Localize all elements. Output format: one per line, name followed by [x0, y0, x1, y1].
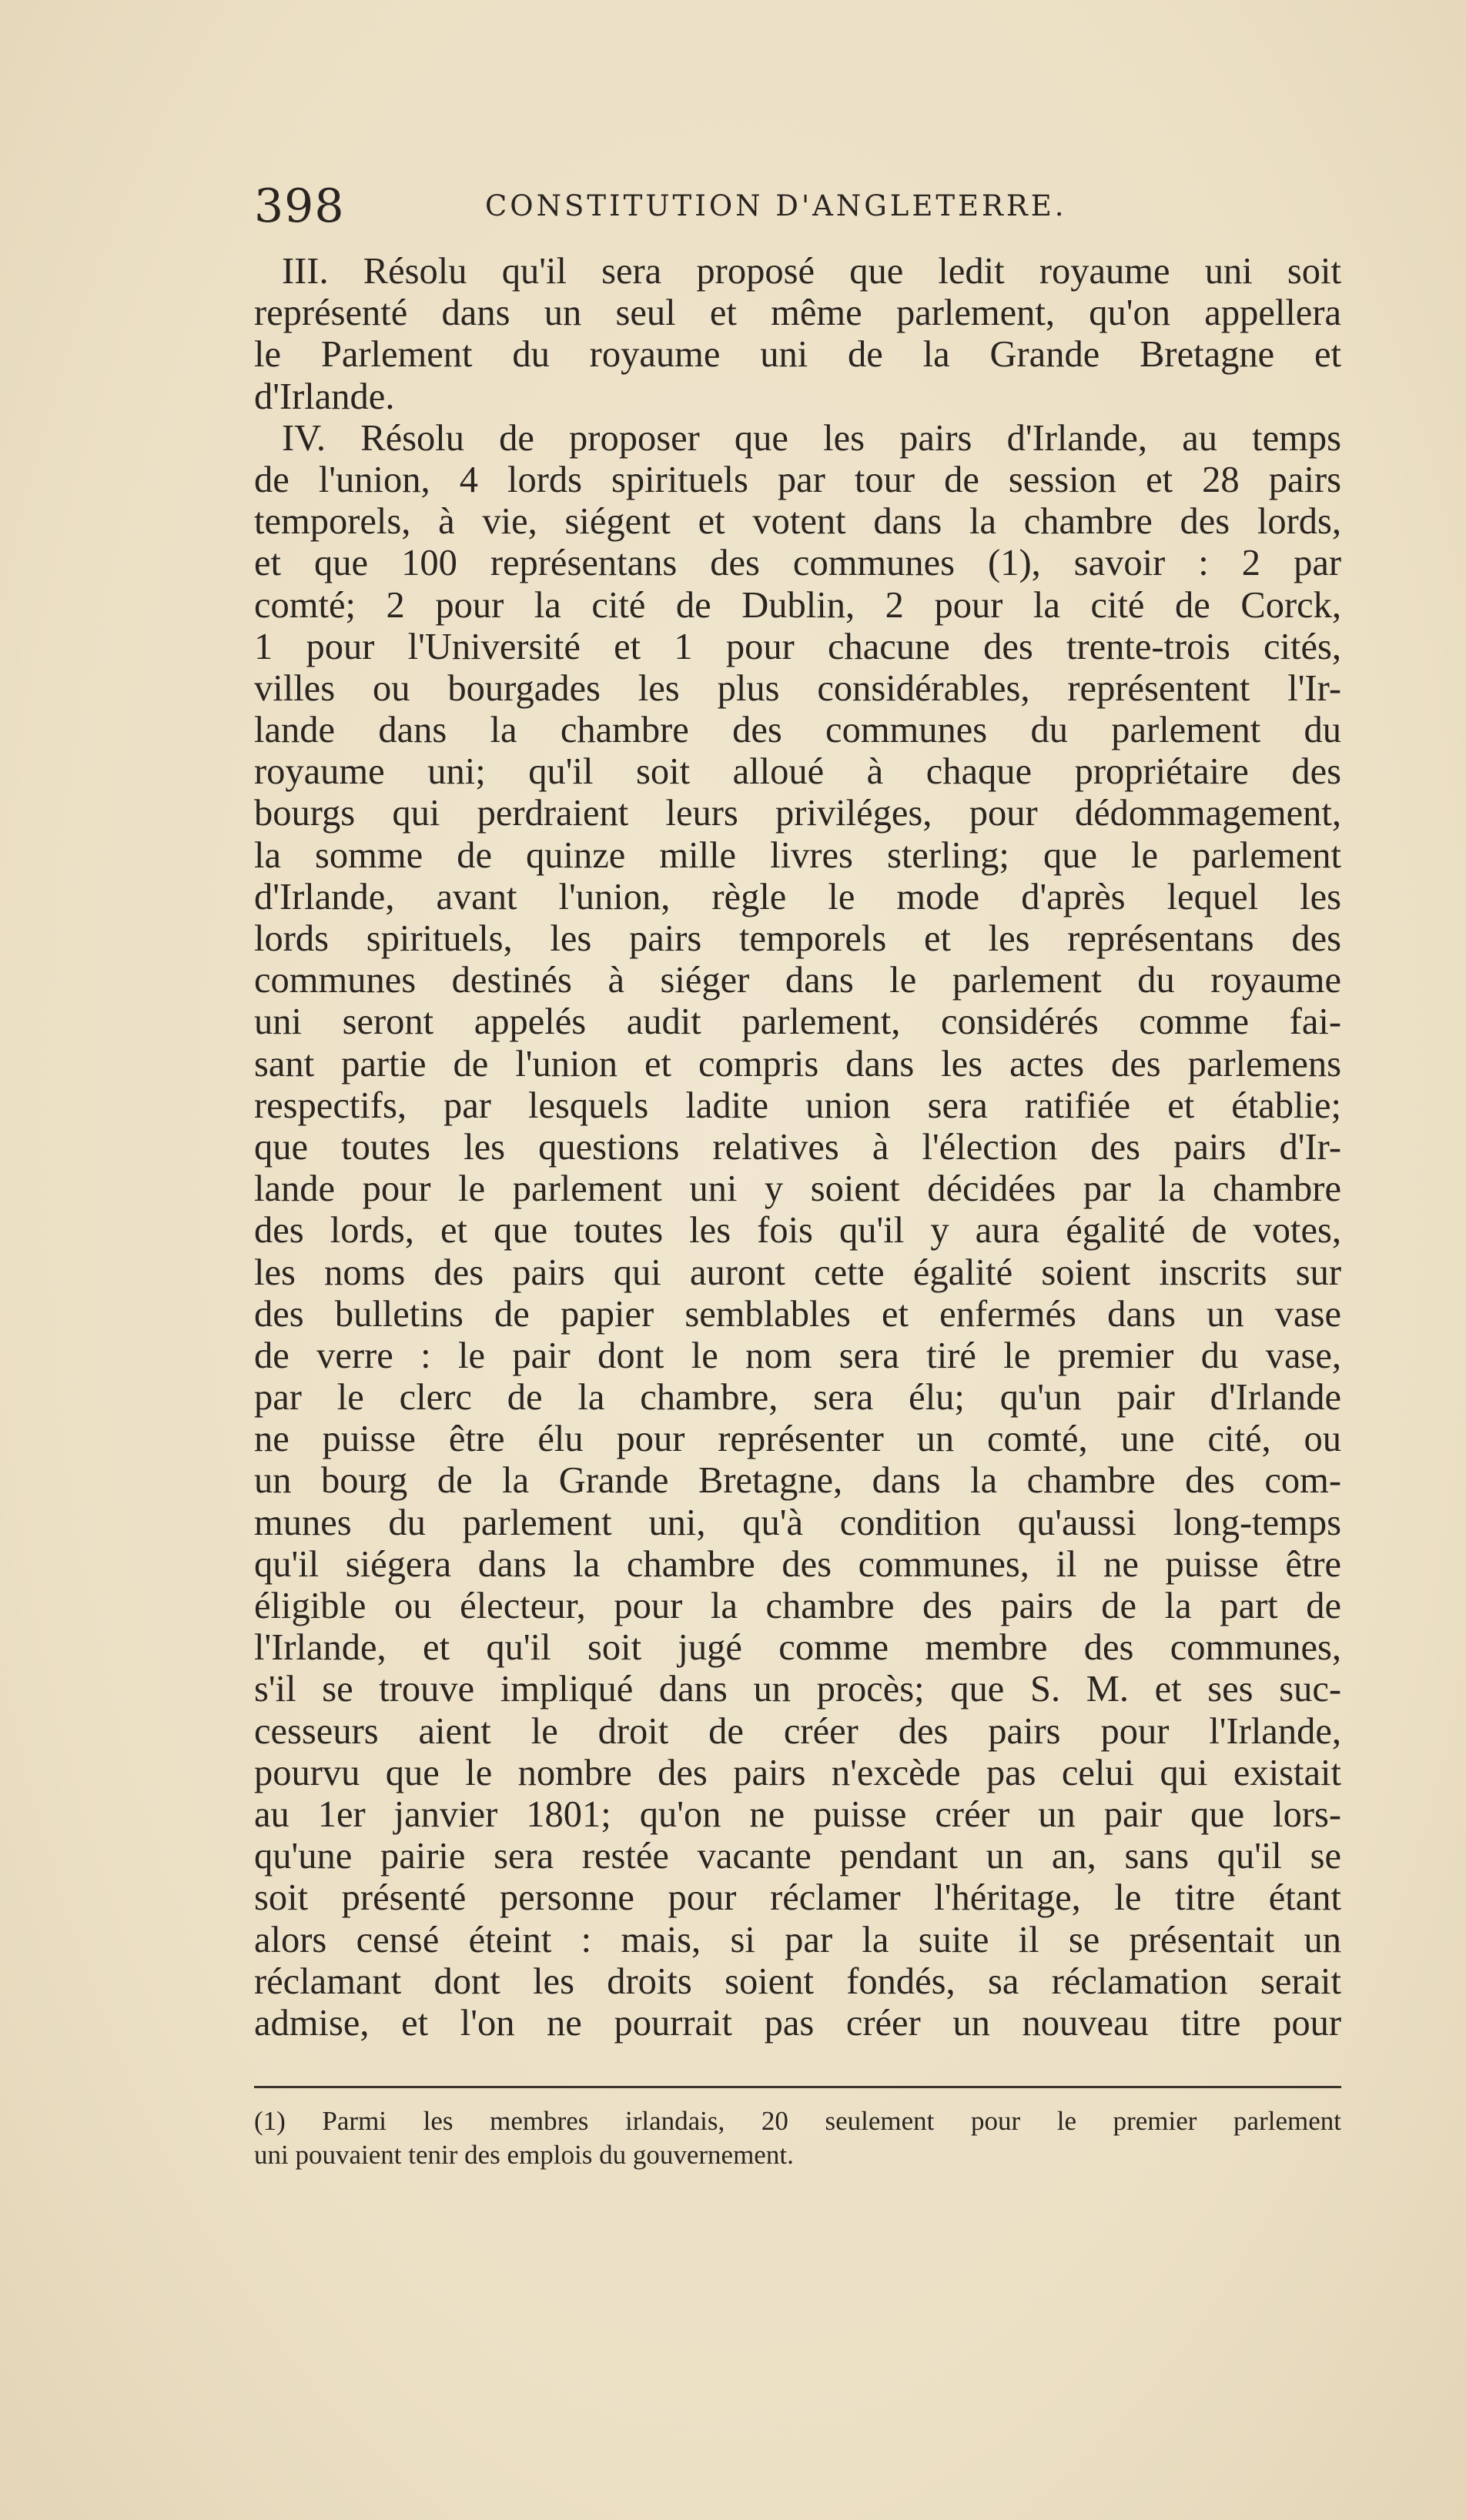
text-line: lande pour le parlement uni y soient décidées par la chambre — [254, 1168, 1341, 1210]
text-line: admise, et l'on ne pourrait pas créer un nouveau titre pour — [254, 2002, 1341, 2044]
text-line: munes du parlement uni, qu'à condition qu'aussi long-temps — [254, 1502, 1341, 1543]
text-line: cesseurs aient le droit de créer des pairs pour l'Irlande, — [254, 1710, 1341, 1752]
text-line: temporels, à vie, siégent et votent dans la chambre des lords, — [254, 501, 1341, 543]
text-line: de l'union, 4 lords spirituels par tour de session et 28 pairs — [254, 459, 1341, 500]
text-line: bourgs qui perdraient leurs priviléges, pour dédommagement, — [254, 793, 1341, 834]
running-title: CONSTITUTION D'ANGLETERRE. — [485, 189, 1067, 222]
text-line: que toutes les questions relatives à l'élection des pairs d'Ir- — [254, 1126, 1341, 1168]
text-line: sant partie de l'union et compris dans les actes des parlemens — [254, 1043, 1341, 1085]
text-line: un bourg de la Grande Bretagne, dans la chambre des com- — [254, 1460, 1341, 1502]
text-line: de verre : le pair dont le nom sera tiré le premier du vase, — [254, 1335, 1341, 1376]
text-line: uni seront appelés audit parlement, considérés comme fai- — [254, 1001, 1341, 1043]
text-line: qu'une pairie sera restée vacante pendant un an, sans qu'il se — [254, 1836, 1341, 1877]
text-line: réclamant dont les droits soient fondés, sa réclamation serait — [254, 1960, 1341, 2002]
text-line: respectifs, par lesquels ladite union sera ratifiée et établie; — [254, 1085, 1341, 1126]
text-line: royaume uni; qu'il soit alloué à chaque propriétaire des — [254, 751, 1341, 793]
footnote-rule — [254, 2086, 1341, 2088]
text-line: IV. Résolu de proposer que les pairs d'Irlande, au temps — [282, 417, 1341, 459]
text-line: comté; 2 pour la cité de Dublin, 2 pour la cité de Corck, — [254, 584, 1341, 626]
text-line: et que 100 représentans des communes (1), savoir : 2 par — [254, 543, 1341, 584]
text-line: au 1er janvier 1801; qu'on ne puisse créer un pair que lors- — [254, 1793, 1341, 1835]
text-line: qu'il siégera dans la chambre des communes, il ne puisse être — [254, 1543, 1341, 1585]
text-line: d'Irlande. — [254, 376, 395, 417]
text-line: III. Résolu qu'il sera proposé que ledit royaume uni soit — [282, 251, 1341, 292]
text-line: par le clerc de la chambre, sera élu; qu'un pair d'Irlande — [254, 1377, 1341, 1419]
page-number: 398 — [254, 179, 345, 233]
footnotes — [254, 2104, 1341, 2172]
text-line: 1 pour l'Université et 1 pour chacune des trente-trois cités, — [254, 626, 1341, 667]
text-line: villes ou bourgades les plus considérables, représentent l'Ir- — [254, 667, 1341, 709]
text-line: le Parlement du royaume uni de la Grande Bretagne et — [254, 334, 1341, 376]
text-line: l'Irlande, et qu'il soit jugé comme membre des communes, — [254, 1627, 1341, 1669]
text-line: lords spirituels, les pairs temporels et les représentans des — [254, 918, 1341, 959]
text-line: des lords, et que toutes les fois qu'il y aura égalité de votes, — [254, 1210, 1341, 1252]
text-line: d'Irlande, avant l'union, règle le mode d'après lequel les — [254, 876, 1341, 917]
text-line: alors censé éteint : mais, si par la suite il se présentait un — [254, 1919, 1341, 1960]
text-line: communes destinés à siéger dans le parlement du royaume — [254, 960, 1341, 1001]
text-line: soit présenté personne pour réclamer l'héritage, le titre étant — [254, 1877, 1341, 1919]
text-line: représenté dans un seul et même parlement, qu'on appellera — [254, 292, 1341, 334]
text-line: s'il se trouve impliqué dans un procès; que S. M. et ses suc- — [254, 1669, 1341, 1710]
footnote-line: (1) Parmi les membres irlandais, 20 seulement pour le premier parlement — [254, 2106, 1341, 2136]
text-line: pourvu que le nombre des pairs n'excède pas celui qui existait — [254, 1752, 1341, 1793]
text-line: éligible ou électeur, pour la chambre des pairs de la part de — [254, 1586, 1341, 1626]
body-text — [254, 251, 1341, 2044]
text-line: la somme de quinze mille livres sterling; que le parlement — [254, 834, 1341, 876]
text-line: des bulletins de papier semblables et enfermés dans un vase — [254, 1293, 1341, 1335]
page-header — [254, 175, 1209, 237]
text-line: lande dans la chambre des communes du parlement du — [254, 710, 1341, 751]
text-line: les noms des pairs qui auront cette égalité soient inscrits sur — [254, 1252, 1341, 1293]
text-line: ne puisse être élu pour représenter un comté, une cité, ou — [254, 1419, 1341, 1460]
footnote-line: uni pouvaient tenir des emplois du gouvernement. — [254, 2140, 794, 2170]
